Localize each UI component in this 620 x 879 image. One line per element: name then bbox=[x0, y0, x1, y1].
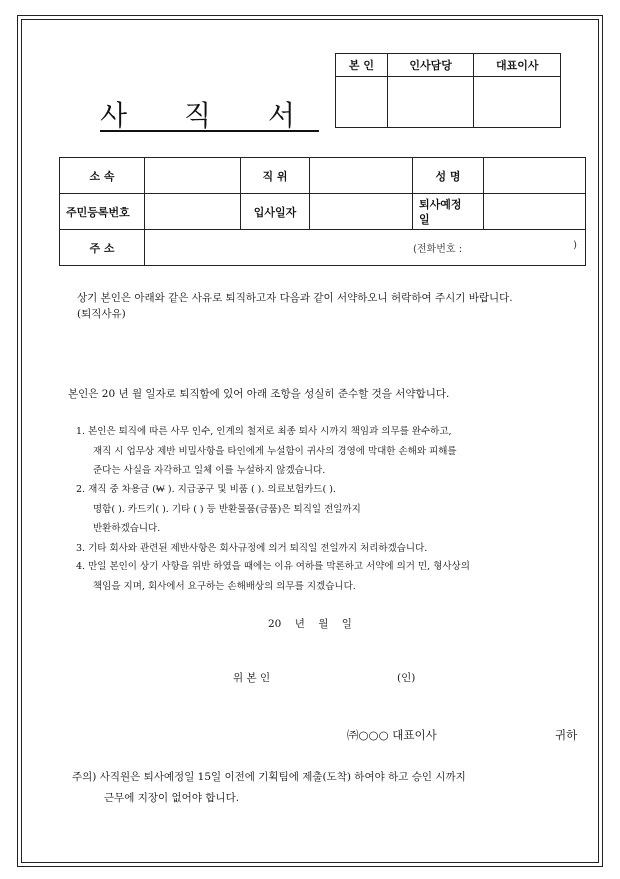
clause-4-line-2: 책임을 지며, 회사에서 요구하는 손해배상의 의무를 지겠습니다. bbox=[93, 581, 356, 592]
date-line: 20 년 월 일 bbox=[268, 618, 352, 630]
clause-2-line-3: 반환하겠습니다. bbox=[93, 523, 161, 534]
signature-box-ceo[interactable] bbox=[474, 77, 561, 128]
intro-text: 상기 본인은 아래와 같은 사유로 퇴직하고자 다음과 같이 서약하오니 허락하여 주시기 바랍니다. bbox=[77, 292, 513, 304]
approval-header-hr: 인사담당 bbox=[387, 54, 474, 77]
note-line-2: 근무에 지장이 없어야 합니다. bbox=[104, 792, 240, 804]
pledge-text: 본인은 20 년 월 일자로 퇴직함에 있어 아래 조항을 성실히 준수할 것을 서약합니다. bbox=[68, 388, 450, 400]
document-title: 사 직 서 bbox=[100, 99, 319, 132]
affiliation-field[interactable] bbox=[145, 158, 241, 194]
phone-field bbox=[145, 240, 585, 255]
note-line-1: 주의) 사직원은 퇴사예정일 15일 이전에 기획팀에 제출(도착) 하여야 하고 승인 시까지 bbox=[72, 771, 466, 783]
clause-1-line-1: 1. 본인은 퇴직에 따른 사무 인수, 인계의 철저로 최종 퇴사 시까지 책임과 의무를 완수하고, bbox=[76, 426, 452, 437]
join-date-label: 입사일자 bbox=[241, 194, 310, 230]
signature-box-hr[interactable] bbox=[387, 77, 474, 128]
inner-border bbox=[21, 19, 599, 863]
resign-date-label-1: 퇴사예정 bbox=[419, 197, 462, 211]
clause-1-line-3: 준다는 사실을 자각하고 일체 이를 누설하지 않겠습니다. bbox=[93, 465, 326, 476]
position-field[interactable] bbox=[310, 158, 413, 194]
name-label: 성 명 bbox=[413, 158, 484, 194]
clause-2-line-2: 명함( ). 카드키( ). 기타 ( ) 등 반환물품(금품)은 퇴직일 전일까지 bbox=[93, 504, 361, 515]
signer-label: 위 본 인 bbox=[233, 672, 271, 684]
employee-info-table bbox=[59, 157, 586, 266]
join-date-field[interactable] bbox=[310, 194, 413, 230]
resign-date-label-2: 일 bbox=[419, 212, 430, 226]
company-ceo: ㈜○○○ 대표이사 bbox=[347, 728, 437, 742]
resident-id-field[interactable] bbox=[145, 194, 241, 230]
approval-table bbox=[335, 53, 561, 128]
resident-id-label: 주민등록번호 bbox=[60, 194, 145, 230]
phone-close: ) bbox=[573, 240, 577, 251]
address-field[interactable] bbox=[145, 230, 586, 266]
clause-4-line-1: 4. 만일 본인이 상기 사항을 위반 하였을 때에는 이유 여하를 막론하고 서약에 의거 민, 형사상의 bbox=[76, 561, 470, 572]
resign-date-label bbox=[413, 194, 484, 230]
approval-header-ceo: 대표이사 bbox=[474, 54, 561, 77]
approval-header-self: 본 인 bbox=[336, 54, 388, 77]
seal-mark: (인) bbox=[397, 672, 416, 684]
position-label: 직 위 bbox=[241, 158, 310, 194]
clause-1-line-2: 재직 시 업무상 제반 비밀사항을 타인에게 누설함이 귀사의 경영에 막대한 손해와 피해를 bbox=[93, 446, 457, 457]
clause-2-line-1: 2. 재직 중 차용금 (₩ ). 지급공구 및 비품 ( ). 의료보험카드( ). bbox=[76, 484, 336, 495]
reason-label: (퇴직사유) bbox=[77, 308, 126, 320]
affiliation-label: 소 속 bbox=[60, 158, 145, 194]
address-label: 주 소 bbox=[60, 230, 145, 266]
clause-3: 3. 기타 회사와 관련된 제반사항은 회사규정에 의거 퇴직일 전일까지 처리하겠습니다. bbox=[76, 543, 428, 554]
phone-label: (전화번호 : bbox=[413, 244, 463, 255]
resign-date-field[interactable] bbox=[484, 194, 586, 230]
honorific: 귀하 bbox=[555, 728, 578, 742]
signature-box-self[interactable] bbox=[336, 77, 388, 128]
name-field[interactable] bbox=[484, 158, 586, 194]
